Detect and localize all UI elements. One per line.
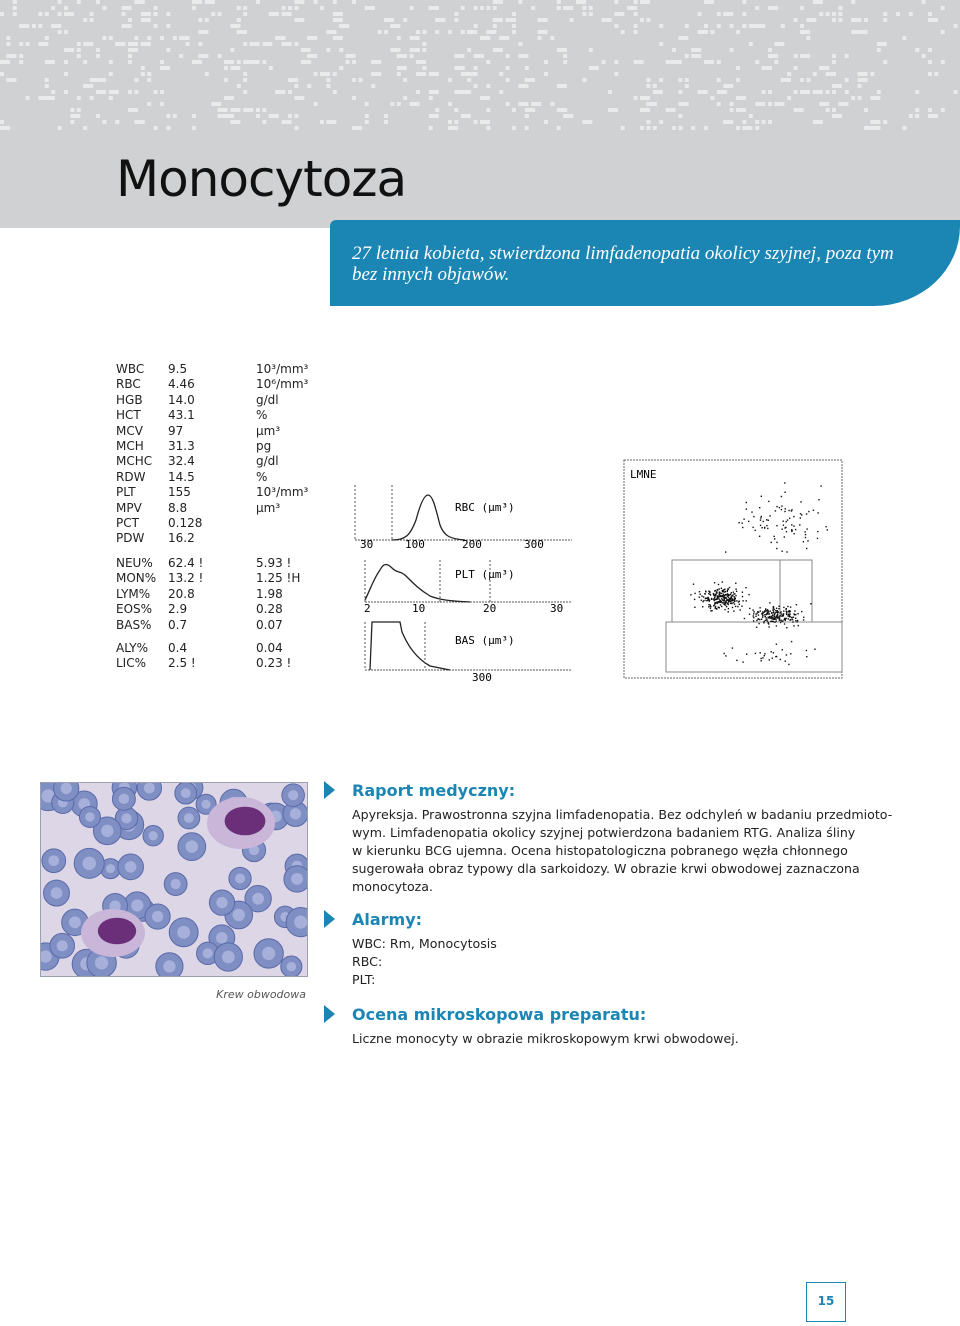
- rbc-histogram-label: RBC (µm³): [455, 501, 515, 514]
- lab-unit: %: [256, 469, 268, 484]
- lab-row: [116, 439, 326, 454]
- lab-value: 155: [168, 485, 191, 500]
- plt-histogram-label: PLT (µm³): [455, 568, 515, 581]
- bas-tick-1: 300: [472, 671, 492, 684]
- lab-row: [116, 470, 326, 485]
- alarm-line: WBC: Rm, Monocytosis: [352, 936, 497, 951]
- smear-caption: Krew obwodowa: [216, 988, 306, 1001]
- lmne-label: LMNE: [630, 468, 657, 481]
- lab-value: 97: [168, 423, 184, 438]
- lab-name: PLT: [116, 485, 136, 500]
- lab-name: LIC%: [116, 656, 147, 671]
- lab-row: [116, 377, 326, 392]
- lab-name: LYM%: [116, 586, 151, 601]
- lab-name: MON%: [116, 571, 157, 586]
- lab-value: 16.2: [168, 531, 195, 546]
- lab-value: 0.128: [168, 515, 203, 530]
- report-arrow-icon: [324, 781, 335, 799]
- lab-row: [116, 362, 326, 377]
- lab-row: [116, 618, 326, 633]
- lab-table-differential: [116, 556, 326, 633]
- micro-body: [352, 1030, 912, 1048]
- lab-row: [116, 587, 326, 602]
- lab-value: 2.9: [168, 602, 188, 617]
- lab-row: [116, 393, 326, 408]
- lab-value: 9.5: [168, 362, 188, 376]
- lab-unit: 1.25 !H: [256, 571, 301, 586]
- page-number: 15: [817, 1294, 835, 1308]
- lab-name: RDW: [116, 469, 146, 484]
- lab-value: 0.7: [168, 617, 188, 632]
- plt-histogram: [364, 560, 572, 615]
- lab-unit: 10⁶/mm³: [256, 377, 309, 392]
- lab-row: [116, 602, 326, 617]
- lab-unit: 0.28: [256, 602, 283, 617]
- blood-smear-drawing: [41, 783, 307, 976]
- lab-name: NEU%: [116, 556, 153, 570]
- lab-name: HGB: [116, 392, 143, 407]
- plt-tick-3: 20: [483, 602, 497, 615]
- micro-line: Liczne monocyty w obrazie mikroskopowym krwi obwodowej.: [352, 1031, 739, 1046]
- lab-name: EOS%: [116, 602, 153, 617]
- lab-row: [116, 556, 326, 571]
- plt-tick-4: 30: [550, 602, 564, 615]
- bas-histogram: [365, 622, 572, 684]
- page-title: Monocytoza: [116, 150, 407, 208]
- lab-table-extra: [116, 641, 326, 672]
- lab-row: [116, 485, 326, 500]
- rbc-tick-4: 300: [524, 538, 544, 551]
- report-line: wym. Limfadenopatia okolicy szyjnej potwierdzona badaniem RTG. Analiza śliny: [352, 825, 856, 840]
- lab-unit: 0.04: [256, 641, 283, 655]
- lab-unit: 10³/mm³: [256, 362, 309, 376]
- lab-row: [116, 571, 326, 586]
- micro-heading: Ocena mikroskopowa preparatu:: [352, 1005, 647, 1024]
- bas-histogram-label: BAS (µm³): [455, 634, 515, 647]
- lab-unit: g/dl: [256, 454, 279, 469]
- micro-arrow-icon: [324, 1005, 335, 1023]
- lab-value: 8.8: [168, 500, 188, 515]
- report-body: [352, 806, 912, 896]
- lab-unit: pg: [256, 438, 272, 453]
- lab-unit: %: [256, 408, 268, 423]
- lab-value: 0.4: [168, 641, 188, 655]
- lab-value: 13.2 !: [168, 571, 204, 586]
- plt-tick-2: 10: [412, 602, 426, 615]
- alarms-arrow-icon: [324, 910, 335, 928]
- lab-unit: g/dl: [256, 392, 279, 407]
- lab-name: ALY%: [116, 641, 149, 655]
- lmne-scatterplot: [624, 460, 842, 678]
- lab-row: [116, 531, 326, 546]
- lab-name: HCT: [116, 408, 141, 423]
- lab-row: [116, 501, 326, 516]
- lab-unit: 0.23 !: [256, 656, 292, 671]
- report-line: Apyreksja. Prawostronna szyjna limfadenopatia. Bez odchyleń w badaniu przedmioto-: [352, 807, 893, 822]
- lab-name: PCT: [116, 515, 139, 530]
- alarm-line: RBC:: [352, 954, 383, 969]
- lab-value: 20.8: [168, 586, 195, 601]
- lab-row: [116, 516, 326, 531]
- lab-unit: µm³: [256, 500, 281, 515]
- lab-value: 32.4: [168, 454, 195, 469]
- report-line: sugerowała obraz typowy dla sarkoidozy. W obrazie krwi obwodowej zaznaczona: [352, 861, 860, 876]
- lab-value: 14.0: [168, 392, 195, 407]
- lab-row: [116, 408, 326, 423]
- lab-name: BAS%: [116, 617, 152, 632]
- lab-value: 4.46: [168, 377, 195, 392]
- lab-unit: 1.98: [256, 586, 283, 601]
- rbc-tick-1: 30: [360, 538, 374, 551]
- lab-name: WBC: [116, 362, 145, 376]
- alarms-heading: Alarmy:: [352, 910, 423, 929]
- lab-unit: 0.07: [256, 617, 283, 632]
- lab-row: [116, 454, 326, 469]
- lab-value: 31.3: [168, 438, 195, 453]
- lab-name: MPV: [116, 500, 142, 515]
- case-description: 27 letnia kobieta, stwierdzona limfadenopatia okolicy szyjnej, poza tym bez innych objawów.: [352, 243, 894, 285]
- lab-name: MCHC: [116, 454, 153, 469]
- lab-table-main: [116, 362, 326, 547]
- lab-name: MCH: [116, 438, 144, 453]
- lab-name: PDW: [116, 531, 145, 546]
- lab-value: 2.5 !: [168, 656, 196, 671]
- rbc-tick-3: 200: [462, 538, 482, 551]
- rbc-tick-2: 100: [405, 538, 425, 551]
- lab-name: RBC: [116, 377, 141, 392]
- lab-unit: [256, 531, 326, 546]
- report-heading: Raport medyczny:: [352, 781, 516, 800]
- lab-row: [116, 424, 326, 439]
- lab-row: [116, 641, 326, 656]
- lab-unit: 5.93 !: [256, 556, 292, 570]
- lab-name: MCV: [116, 423, 143, 438]
- alarm-line: PLT:: [352, 972, 376, 987]
- report-line: w kierunku BCG ujemna. Ocena histopatologiczna pobranego węzła chłonnego: [352, 843, 848, 858]
- lab-unit: [256, 516, 326, 531]
- lab-value: 43.1: [168, 408, 195, 423]
- report-line: monocytoza.: [352, 879, 434, 894]
- rbc-histogram: [355, 485, 572, 551]
- lab-value: 62.4 !: [168, 556, 204, 570]
- lab-unit: µm³: [256, 423, 281, 438]
- plt-tick-1: 2: [364, 602, 371, 615]
- alarms-body: [352, 935, 912, 989]
- lab-value: 14.5: [168, 469, 195, 484]
- lab-unit: 10³/mm³: [256, 485, 309, 500]
- lab-row: [116, 656, 326, 671]
- blood-smear-image: [40, 782, 308, 977]
- histogram-panel: [340, 450, 940, 690]
